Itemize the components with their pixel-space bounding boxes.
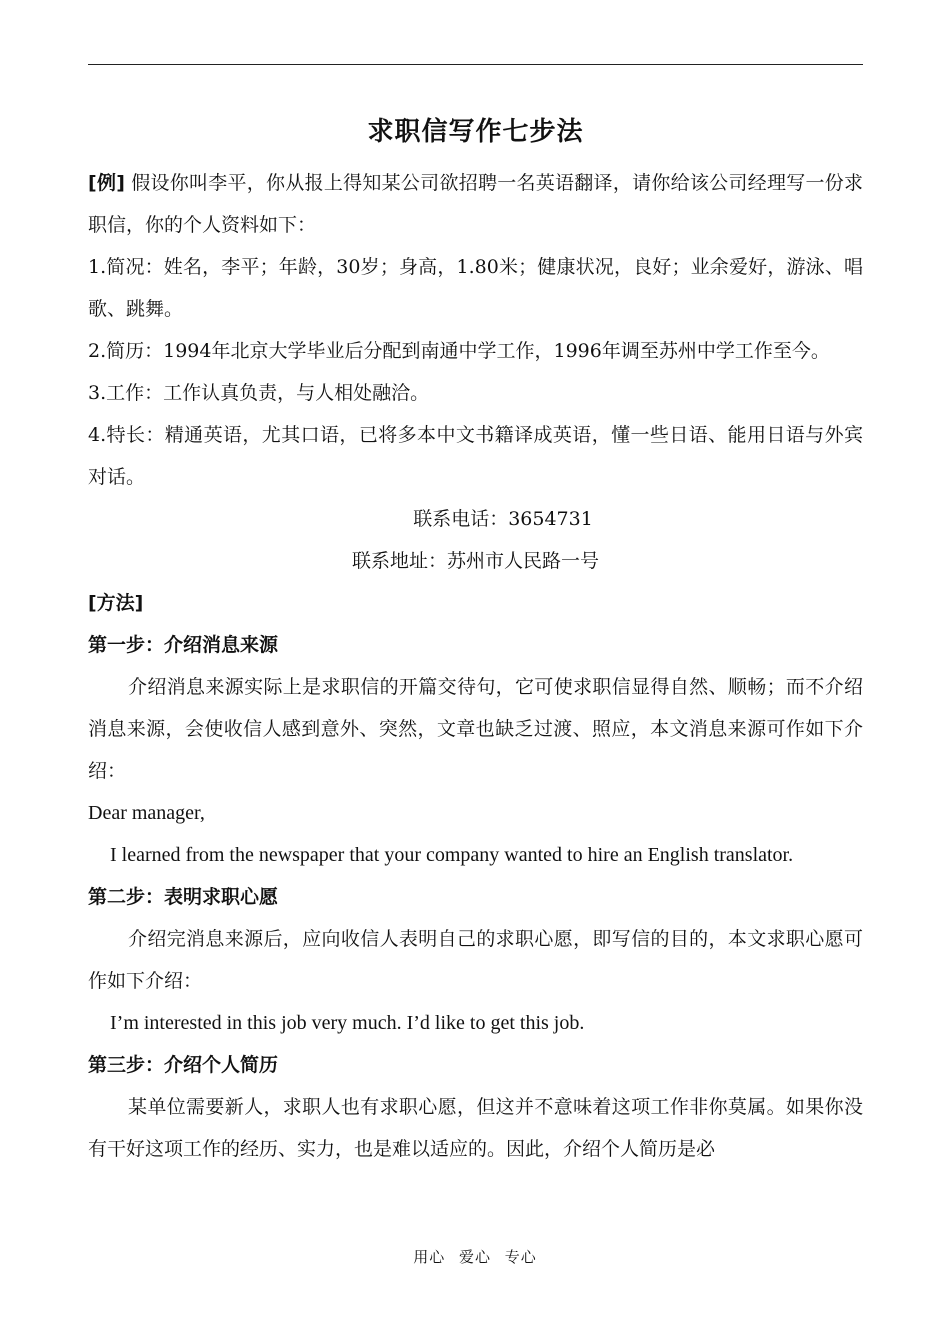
contact-address: 联系地址：苏州市人民路一号 bbox=[351, 550, 599, 572]
step-3-heading: 第三步：介绍个人简历 bbox=[88, 1054, 279, 1076]
step-2-english-sentence: I’m interested in this job very much. I’d like to get this job. bbox=[110, 1012, 585, 1034]
step-2-body: 介绍完消息来源后，应向收信人表明自己的求职心愿，即写信的目的，本文求职心愿可作如下介绍： bbox=[88, 928, 863, 992]
info-item-1: 1.简况：姓名，李平；年龄，30岁；身高，1.80米；健康状况，良好；业余爱好，游泳、唱歌、跳舞。 bbox=[88, 256, 863, 320]
step-1-heading: 第一步：介绍消息来源 bbox=[88, 634, 279, 656]
footer-word-1: 用心 bbox=[413, 1248, 446, 1266]
info-item-3: 3.工作：工作认真负责，与人相处融洽。 bbox=[88, 382, 430, 404]
example-label: [例] bbox=[88, 172, 125, 194]
info-item-4: 4.特长：精通英语，尤其口语，已将多本中文书籍译成英语，懂一些日语、能用日语与外宾对话。 bbox=[88, 424, 863, 488]
contact-phone: 联系电话：3654731 bbox=[413, 508, 593, 530]
footer-word-3: 专心 bbox=[504, 1248, 537, 1266]
step-2-heading: 第二步：表明求职心愿 bbox=[88, 886, 279, 908]
header-rule bbox=[88, 64, 863, 65]
step-3-body: 某单位需要新人，求职人也有求职心愿，但这并不意味着这项工作非你莫属。如果你没有干好这项工作的经历、实力，也是难以适应的。因此，介绍个人简历是必 bbox=[88, 1096, 863, 1160]
page-title: 求职信写作七步法 bbox=[367, 117, 584, 147]
example-paragraph bbox=[88, 162, 863, 246]
step-1-english-greeting: Dear manager, bbox=[88, 802, 205, 824]
example-text: 假设你叫李平，你从报上得知某公司欲招聘一名英语翻译，请你给该公司经理写一份求职信，你的个人资料如下： bbox=[88, 172, 863, 236]
info-item-2: 2.简历：1994年北京大学毕业后分配到南通中学工作，1996年调至苏州中学工作至今。 bbox=[88, 340, 830, 362]
document-body bbox=[88, 110, 863, 1170]
step-1-english-sentence: I learned from the newspaper that your company wanted to hire an English translator. bbox=[110, 844, 794, 866]
method-label: [方法] bbox=[88, 592, 144, 614]
page-footer bbox=[0, 1246, 950, 1267]
footer-word-2: 爱心 bbox=[458, 1248, 491, 1266]
step-1-body: 介绍消息来源实际上是求职信的开篇交待句，它可使求职信显得自然、顺畅；而不介绍消息来源，会使收信人感到意外、突然，文章也缺乏过渡、照应，本文消息来源可作如下介绍： bbox=[88, 676, 863, 782]
